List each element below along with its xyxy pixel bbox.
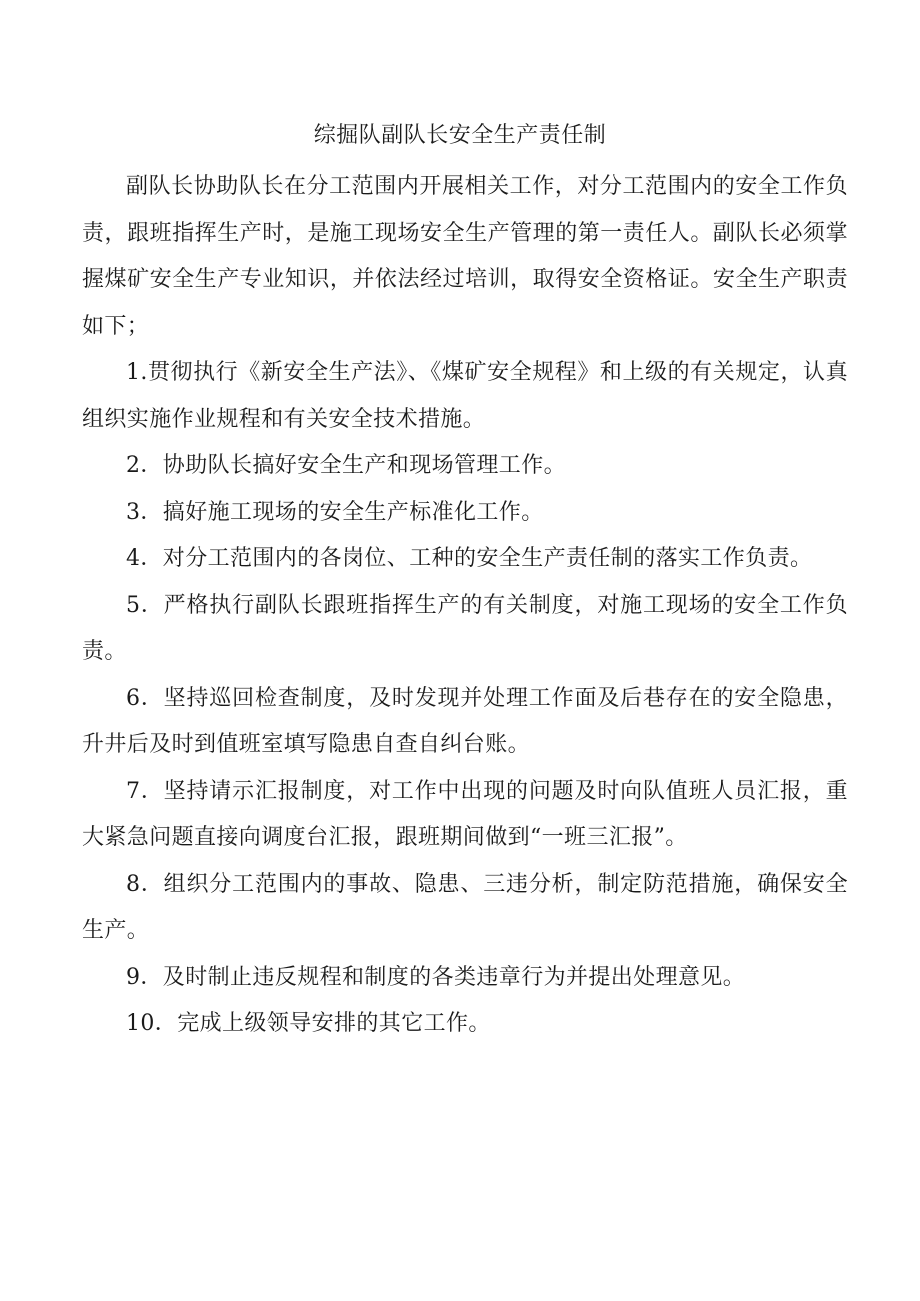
duty-item-4: 4．对分工范围内的各岗位、工种的安全生产责任制的落实工作负责。 (126, 546, 813, 571)
duty-item-8: 8．组织分工范围内的事故、隐患、三违分析，制定防范措施，确保安全生产。 (82, 871, 848, 943)
document-body (82, 164, 848, 1048)
duty-item-3: 3．搞好施工现场的安全生产标准化工作。 (126, 499, 544, 525)
duty-item-1: 1.贯彻执行《新安全生产法》、《煤矿安全规程》和上级的有关规定，认真组织实施作业规程和有关安全技术措施。 (82, 360, 848, 432)
document-title: 综掘队副队长安全生产责任制 (313, 123, 607, 148)
duty-item-6: 6．坚持巡回检查制度，及时发现并处理工作面及后巷存在的安全隐患，升井后及时到值班室填写隐患自查自纠台账。 (82, 685, 848, 757)
duty-item-9: 9．及时制止违反规程和制度的各类违章行为并提出处理意见。 (126, 964, 746, 990)
duty-item-10: 10．完成上级领导安排的其它工作。 (126, 1011, 491, 1036)
duty-item-5: 5．严格执行副队长跟班指挥生产的有关制度，对施工现场的安全工作负责。 (82, 592, 848, 664)
duty-item-7: 7．坚持请示汇报制度，对工作中出现的问题及时向队值班人员汇报，重大紧急问题直接向调度台汇报，跟班期间做到“一班三汇报”。 (82, 778, 848, 850)
duty-item-2: 2．协助队长搞好安全生产和现场管理工作。 (126, 453, 566, 478)
intro-paragraph: 副队长协助队长在分工范围内开展相关工作，对分工范围内的安全工作负责，跟班指挥生产时，是施工现场安全生产管理的第一责任人。副队长必须掌握煤矿安全生产专业知识，并依法经过培训，取得安全资格证。安全生产职责如下； (82, 174, 848, 339)
